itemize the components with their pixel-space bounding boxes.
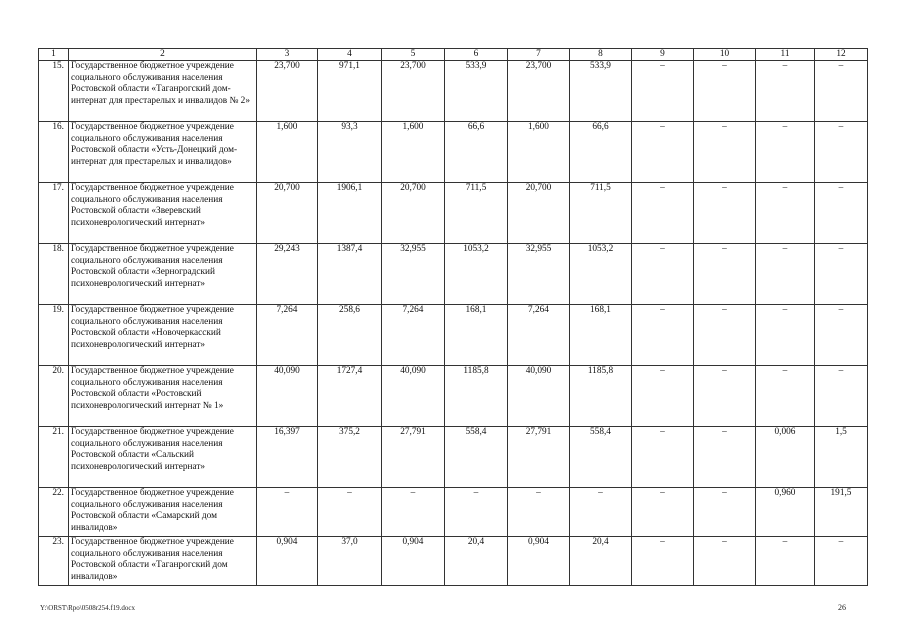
value-cell: – [632,366,694,427]
value-cell: 168,1 [570,305,632,366]
value-cell: 93,3 [318,122,382,183]
value-cell: 40,090 [508,366,570,427]
institution-name: Государственное бюджетное учреждение социального обслуживания населения Ростовской области «Таганрогский дом инвалидов» [69,537,257,586]
value-cell: 20,4 [445,537,508,586]
institution-name: Государственное бюджетное учреждение социального обслуживания населения Ростовской области «Зерноградский психоневрологический интернат» [69,244,257,305]
value-cell: 1053,2 [570,244,632,305]
table-row [39,305,868,366]
value-cell: – [257,488,318,537]
value-cell: 20,700 [382,183,445,244]
row-number: 17. [39,183,69,244]
value-cell: 558,4 [445,427,508,488]
row-number: 20. [39,366,69,427]
value-cell: 1906,1 [318,183,382,244]
value-cell: – [815,537,868,586]
row-number: 23. [39,537,69,586]
value-cell: 1053,2 [445,244,508,305]
value-cell: – [815,122,868,183]
institution-name: Государственное бюджетное учреждение социального обслуживания населения Ростовской области «Ростовский психоневрологический интернат № 1» [69,366,257,427]
column-header: 7 [508,49,570,61]
value-cell: – [756,366,815,427]
value-cell: 7,264 [508,305,570,366]
value-cell: – [815,366,868,427]
table-header [39,49,868,61]
value-cell: – [632,183,694,244]
value-cell: 1,600 [257,122,318,183]
value-cell: 0,904 [382,537,445,586]
value-cell: 66,6 [445,122,508,183]
institution-name: Государственное бюджетное учреждение социального обслуживания населения Ростовской области «Новочеркасский психоневрологический интернат» [69,305,257,366]
value-cell: – [694,61,756,122]
row-number: 22. [39,488,69,537]
column-header: 12 [815,49,868,61]
value-cell: – [694,537,756,586]
value-cell: 23,700 [508,61,570,122]
institution-name: Государственное бюджетное учреждение социального обслуживания населения Ростовской области «Усть-Донецкий дом-интернат для престарелых и инвалидов» [69,122,257,183]
value-cell: – [756,61,815,122]
data-table [38,48,868,586]
value-cell: 27,791 [382,427,445,488]
value-cell: – [508,488,570,537]
table-row [39,488,868,537]
value-cell: 711,5 [570,183,632,244]
value-cell: – [756,122,815,183]
value-cell: 7,264 [382,305,445,366]
value-cell: – [694,244,756,305]
value-cell: 20,700 [508,183,570,244]
value-cell: – [632,488,694,537]
value-cell: – [694,183,756,244]
header-row [39,49,868,61]
value-cell: – [570,488,632,537]
value-cell: – [694,366,756,427]
table-row [39,61,868,122]
table-row [39,183,868,244]
column-header: 8 [570,49,632,61]
table-row [39,122,868,183]
value-cell: 37,0 [318,537,382,586]
value-cell: 23,700 [382,61,445,122]
value-cell: 375,2 [318,427,382,488]
table-row [39,427,868,488]
value-cell: – [445,488,508,537]
institution-name: Государственное бюджетное учреждение социального обслуживания населения Ростовской области «Таганрогский дом-интернат для престарелых и инвалидов № 2» [69,61,257,122]
table-body [39,61,868,586]
value-cell: 40,090 [382,366,445,427]
row-number: 18. [39,244,69,305]
value-cell: – [632,537,694,586]
value-cell: – [632,244,694,305]
row-number: 16. [39,122,69,183]
table-row [39,366,868,427]
value-cell: – [815,244,868,305]
value-cell: 32,955 [508,244,570,305]
column-header: 2 [69,49,257,61]
column-header: 9 [632,49,694,61]
value-cell: 32,955 [382,244,445,305]
value-cell: 20,700 [257,183,318,244]
value-cell: 533,9 [445,61,508,122]
value-cell: 29,243 [257,244,318,305]
value-cell: 0,006 [756,427,815,488]
value-cell: 0,904 [257,537,318,586]
column-header: 5 [382,49,445,61]
value-cell: 23,700 [257,61,318,122]
value-cell: – [694,305,756,366]
value-cell: 1,600 [508,122,570,183]
value-cell: 16,397 [257,427,318,488]
table-row [39,244,868,305]
column-header: 3 [257,49,318,61]
value-cell: – [694,427,756,488]
row-number: 15. [39,61,69,122]
value-cell: – [318,488,382,537]
value-cell: 1387,4 [318,244,382,305]
value-cell: 40,090 [257,366,318,427]
page-number: 26 [838,603,846,612]
value-cell: 66,6 [570,122,632,183]
value-cell: 20,4 [570,537,632,586]
value-cell: 1185,8 [570,366,632,427]
row-number: 21. [39,427,69,488]
value-cell: – [694,122,756,183]
footer-file-path: Y:\ORST\Rpo\0508r254.f19.docx [40,604,136,612]
column-header: 4 [318,49,382,61]
value-cell: – [756,537,815,586]
value-cell: 27,791 [508,427,570,488]
institution-name: Государственное бюджетное учреждение социального обслуживания населения Ростовской области «Самарский дом инвалидов» [69,488,257,537]
value-cell: 1,600 [382,122,445,183]
value-cell: 1727,4 [318,366,382,427]
value-cell: 711,5 [445,183,508,244]
value-cell: – [756,244,815,305]
value-cell: – [632,61,694,122]
column-header: 6 [445,49,508,61]
institution-name: Государственное бюджетное учреждение социального обслуживания населения Ростовской области «Сальский психоневрологический интернат» [69,427,257,488]
value-cell: – [815,183,868,244]
table-row [39,537,868,586]
value-cell: – [815,61,868,122]
value-cell: 0,904 [508,537,570,586]
value-cell: 0,960 [756,488,815,537]
value-cell: 558,4 [570,427,632,488]
value-cell: 1,5 [815,427,868,488]
value-cell: – [632,427,694,488]
value-cell: – [756,183,815,244]
column-header: 1 [39,49,69,61]
value-cell: – [815,305,868,366]
value-cell: – [756,305,815,366]
value-cell: – [632,122,694,183]
value-cell: – [382,488,445,537]
value-cell: 191,5 [815,488,868,537]
column-header: 11 [756,49,815,61]
value-cell: 168,1 [445,305,508,366]
value-cell: 258,6 [318,305,382,366]
value-cell: 971,1 [318,61,382,122]
value-cell: 533,9 [570,61,632,122]
value-cell: 7,264 [257,305,318,366]
column-header: 10 [694,49,756,61]
institution-name: Государственное бюджетное учреждение социального обслуживания населения Ростовской области «Зверевский психоневрологический интернат» [69,183,257,244]
value-cell: 1185,8 [445,366,508,427]
value-cell: – [694,488,756,537]
row-number: 19. [39,305,69,366]
value-cell: – [632,305,694,366]
